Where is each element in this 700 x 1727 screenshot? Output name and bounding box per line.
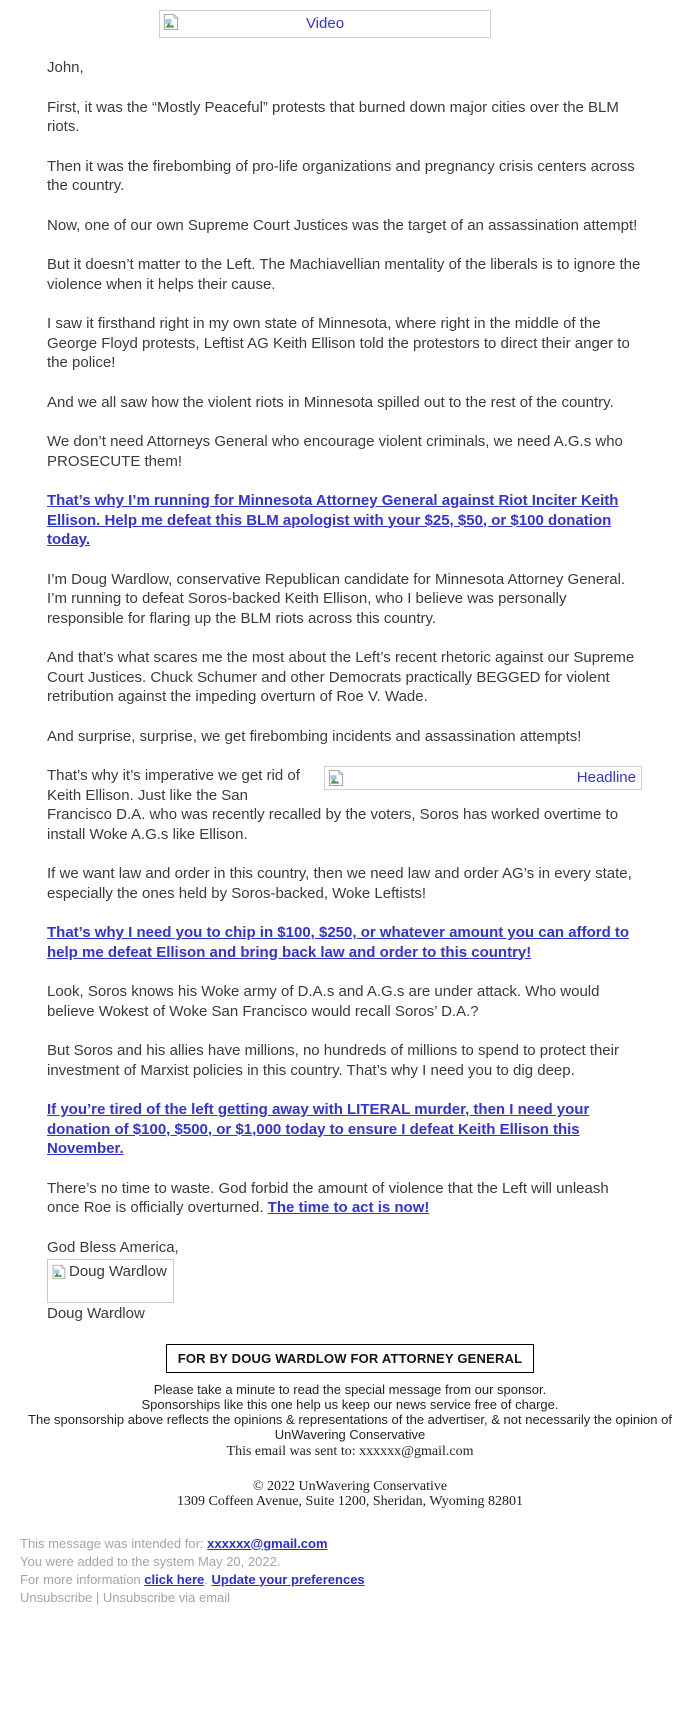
sponsor-line-1: Please take a minute to read the special message from our sponsor. [153, 1381, 547, 1397]
paragraph-soros-millions: But Soros and his allies have millions, no hundreds of millions to spend to protect their investment of Marxist policies in this country. That’s why I need you to dig deep. [47, 1042, 619, 1079]
sponsor-line-3: The sponsorship above reflects the opinions & representations of the advertiser, & not necessarily the opinion of UnWavering Conservative [28, 1411, 672, 1442]
update-preferences-link[interactable]: Update your preferences [211, 1571, 365, 1587]
paragraph-minnesota: I saw it firsthand right in my own state of Minnesota, where right in the middle of the George Floyd protests, Leftist AG Keith Ellison told the protestors to direct their anger to the police! [47, 315, 630, 371]
broken-image-icon [162, 13, 180, 37]
signature-name: Doug Wardlow [47, 1305, 145, 1322]
paragraph-firebombing: Then it was the firebombing of pro-life organizations and pregnancy crisis centers across the country. [47, 157, 635, 194]
broken-image-icon [51, 1264, 67, 1280]
paragraph-tired [47, 1100, 642, 1159]
paid-for-disclaimer-box: FOR BY DOUG WARDLOW FOR ATTORNEY GENERAL [166, 1344, 535, 1373]
paragraph-chip-in [47, 923, 642, 962]
intended-for-line [20, 1535, 700, 1553]
paid-for-wrapper [0, 1344, 700, 1373]
address-line: 1309 Coffeen Avenue, Suite 1200, Sheridan, Wyoming 82801 [176, 1493, 523, 1509]
greeting: John, [47, 59, 84, 76]
unsubscribe-via-email-link[interactable]: Unsubscribe via email [102, 1589, 231, 1605]
video-alt-text: Video [305, 15, 345, 33]
sent-to-line: This email was sent to: xxxxxx@gmail.com [226, 1443, 474, 1459]
paragraph-prosecute: We don’t need Attorneys General who encourage violent criminals, we need A.G.s who PROSECUTE them! [47, 433, 623, 470]
added-line: You were added to the system May 20, 2022. [20, 1553, 281, 1569]
paragraph-riots-spread: And we all saw how the violent riots in Minnesota spilled out to the rest of the country. [47, 393, 614, 411]
paragraph-law-order: If we want law and order in this country, then we need law and order AG’s in every state, especially the ones held by Soros-backed, Woke Leftists! [47, 865, 632, 902]
broken-image-icon [327, 769, 345, 793]
paragraph-intro-wardlow: I’m Doug Wardlow, conservative Republican candidate for Minnesota Attorney General. I’m running to defeat Soros-backed Keith Ellison, who I believe was personally responsible for flaring up the BLM riots across this country. [47, 570, 626, 627]
intended-for-text: This message was intended for: [20, 1535, 208, 1551]
video-image-link[interactable] [159, 10, 491, 38]
no-time-text: There’s no time to waste. God forbid the amount of violence that the Left will unleash once Roe is officially overturned. [47, 1179, 609, 1216]
more-info-line [20, 1571, 700, 1589]
tired-donate-link[interactable]: If you’re tired of the left getting away with LITERAL murder, then I need your donation of $100, $500, or $1,000 today to ensure I defeat Keith Ellison this November. [47, 1101, 590, 1157]
sponsor-line-2: Sponsorships like this one help us keep our news service free of charge. [141, 1396, 559, 1412]
info-separator: . [204, 1571, 212, 1587]
copyright-block [0, 1479, 700, 1509]
donate-25-link[interactable]: That’s why I’m running for Minnesota Attorney General against Riot Inciter Keith Ellison. Help me defeat this BLM apologist with your $25, $50, or $100 donation today. [47, 492, 619, 548]
headline-alt-text: Headline [576, 769, 636, 787]
list-footer [20, 1535, 700, 1607]
paragraph-soros-attack: Look, Soros knows his Woke army of D.A.s and A.G.s are under attack. Who would believe Wokest of Woke San Francisco would recall Soros’ D.A.? [47, 983, 600, 1020]
unsubscribe-separator: | [92, 1589, 103, 1605]
chip-in-link[interactable]: That’s why I need you to chip in $100, $250, or whatever amount you can afford to help me defeat Ellison and bring back law and order to this country! [47, 924, 630, 961]
signature-block [47, 1238, 642, 1324]
copyright-line: © 2022 UnWavering Conservative [252, 1478, 448, 1494]
headline-image-link[interactable] [324, 766, 642, 790]
sponsor-note [6, 1382, 694, 1459]
signature-image-alt: Doug Wardlow [69, 1263, 167, 1280]
paragraph-imperative [47, 766, 642, 844]
paragraph-mostly-peaceful: First, it was the “Mostly Peaceful” protests that burned down major cities over the BLM riots. [47, 98, 619, 135]
intended-email-link[interactable]: xxxxxx@gmail.com [207, 1535, 328, 1551]
unsubscribe-link[interactable]: Unsubscribe [20, 1589, 93, 1605]
paragraph-left-mentality: But it doesn’t matter to the Left. The Machiavellian mentality of the liberals is to ignore the violence when it helps their cause. [47, 256, 641, 293]
more-info-text: For more information [20, 1571, 145, 1587]
email-body [47, 10, 642, 1324]
paragraph-scotus: Now, one of our own Supreme Court Justices was the target of an assassination attempt! [47, 216, 638, 234]
paragraph-donate-25 [47, 491, 642, 550]
signature-closing: God Bless America, [47, 1238, 179, 1256]
unsubscribe-line [20, 1589, 700, 1607]
paragraph-surprise: And surprise, surprise, we get firebombing incidents and assassination attempts! [47, 727, 582, 745]
paragraph-no-time [47, 1179, 642, 1218]
click-here-link[interactable]: click here [144, 1571, 205, 1587]
act-now-link[interactable]: The time to act is now! [267, 1199, 430, 1216]
paragraph-imperative-text: That’s why it’s imperative we get rid of Keith Ellison. Just like the San Francisco D.A. who was recently recalled by the voters, Soros has worked overtime to install Woke A.G.s like Ellison. [47, 767, 619, 843]
signature-image-placeholder [47, 1259, 174, 1303]
paragraph-schumer: And that’s what scares me the most about the Left’s recent rhetoric against our Supreme Court Justices. Chuck Schumer and other Democrats practically BEGGED for violent retribution against the impeding overturn of Roe V. Wade. [47, 649, 635, 705]
